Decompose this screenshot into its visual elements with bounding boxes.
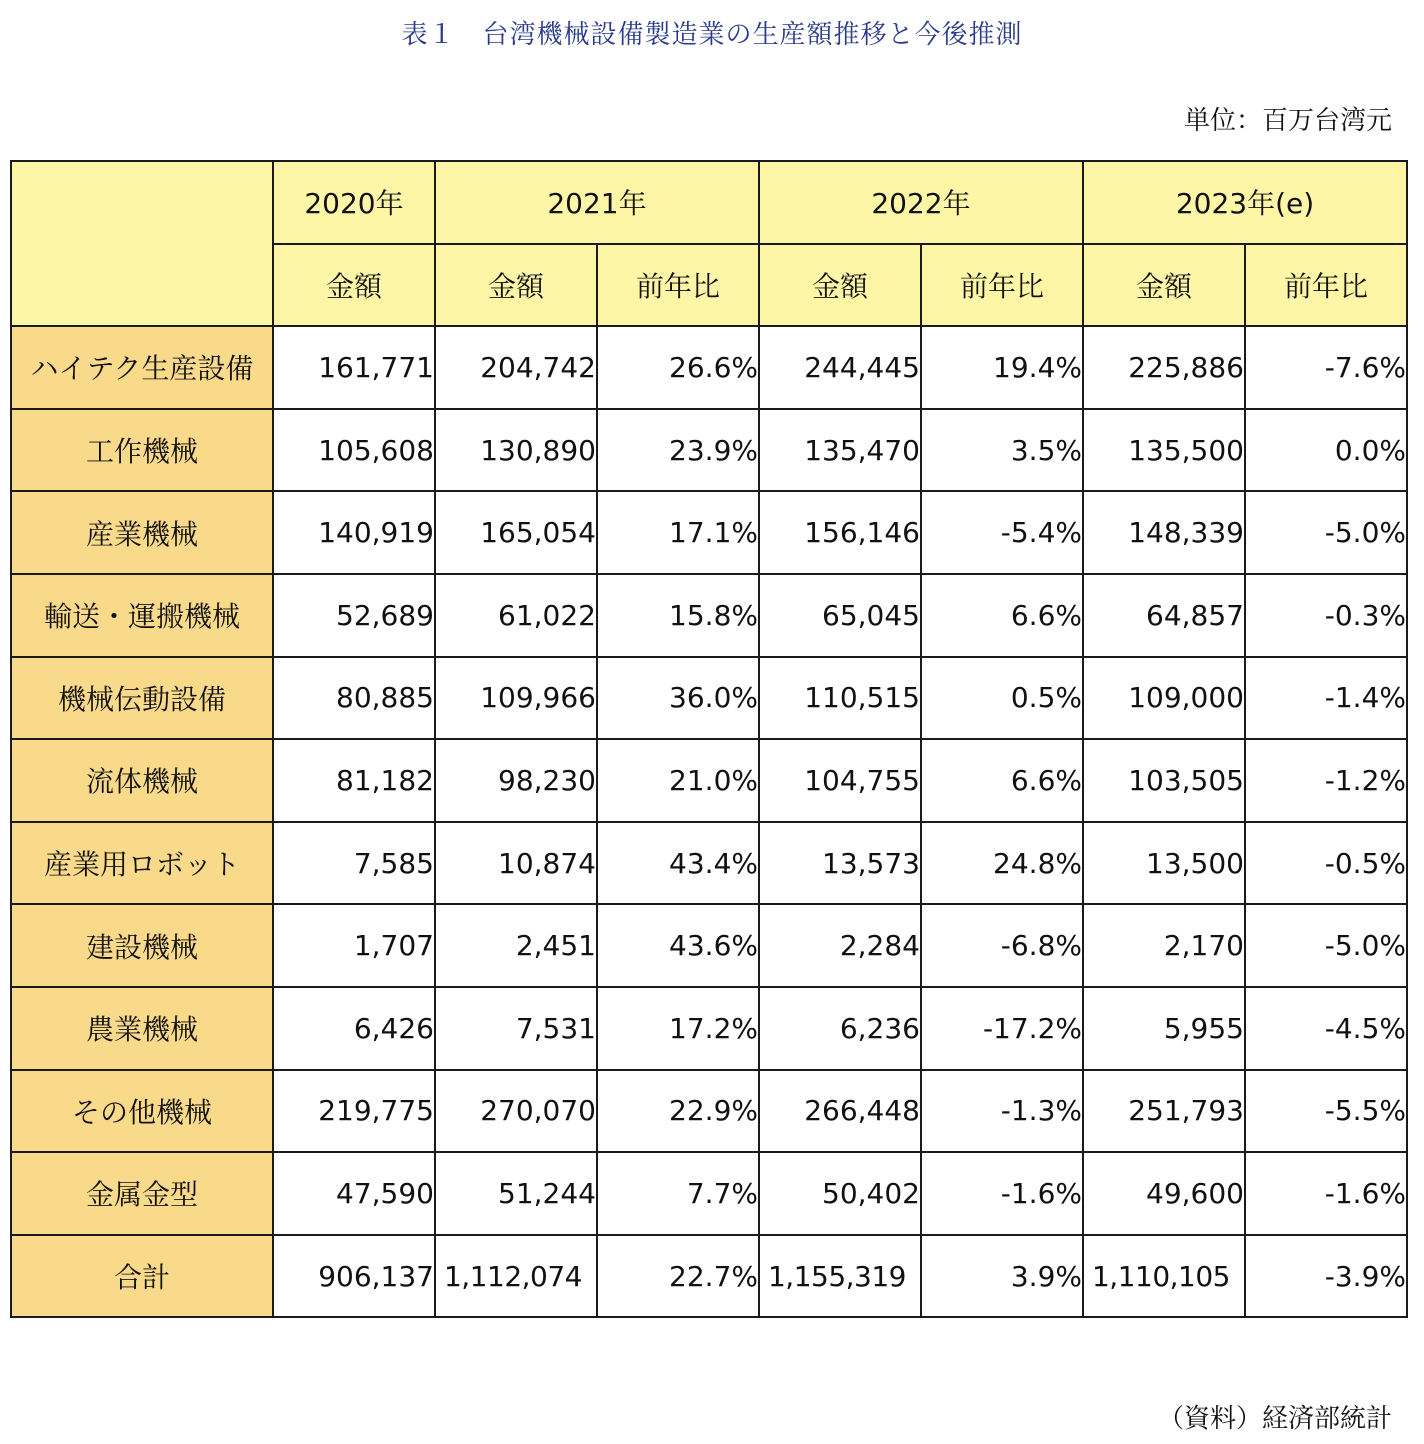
cell-amount-2023: 251,793	[1083, 1070, 1245, 1153]
cell-amount-2022: 244,445	[759, 326, 921, 409]
cell-yoy-2023: -5.5%	[1245, 1070, 1407, 1153]
cell-amount-2023: 109,000	[1083, 657, 1245, 740]
header-year-2021: 2021年	[435, 161, 759, 244]
cell-yoy-2021: 21.0%	[597, 739, 759, 822]
table-row	[11, 326, 1407, 409]
header-amount-2020: 金額	[273, 244, 435, 327]
cell-row-label: 輸送・運搬機械	[11, 574, 273, 657]
cell-row-label: 産業用ロボット	[11, 822, 273, 905]
header-amount-2023: 金額	[1083, 244, 1245, 327]
header-year-2023: 2023年(e)	[1083, 161, 1407, 244]
cell-amount-2022: 2,284	[759, 904, 921, 987]
cell-amount-2023: 1,110,105	[1083, 1235, 1245, 1318]
cell-amount-2021: 10,874	[435, 822, 597, 905]
table-row	[11, 987, 1407, 1070]
table-row	[11, 822, 1407, 905]
table-row	[11, 409, 1407, 492]
header-amount-2022: 金額	[759, 244, 921, 327]
cell-yoy-2023: -1.2%	[1245, 739, 1407, 822]
cell-yoy-2022: 6.6%	[921, 739, 1083, 822]
cell-row-label: 工作機械	[11, 409, 273, 492]
cell-amount-2023: 103,505	[1083, 739, 1245, 822]
cell-row-label: その他機械	[11, 1070, 273, 1153]
cell-yoy-2022: 24.8%	[921, 822, 1083, 905]
table-row	[11, 739, 1407, 822]
cell-yoy-2021: 26.6%	[597, 326, 759, 409]
cell-amount-2022: 156,146	[759, 491, 921, 574]
cell-yoy-2021: 22.9%	[597, 1070, 759, 1153]
cell-amount-2022: 13,573	[759, 822, 921, 905]
header-yoy-2021: 前年比	[597, 244, 759, 327]
cell-yoy-2021: 17.1%	[597, 491, 759, 574]
header-year-2020: 2020年	[273, 161, 435, 244]
cell-yoy-2022: 6.6%	[921, 574, 1083, 657]
cell-amount-2022: 110,515	[759, 657, 921, 740]
cell-amount-2021: 2,451	[435, 904, 597, 987]
cell-amount-2020: 219,775	[273, 1070, 435, 1153]
production-table	[10, 160, 1408, 1318]
header-yoy-2023: 前年比	[1245, 244, 1407, 327]
cell-amount-2020: 140,919	[273, 491, 435, 574]
cell-yoy-2022: -17.2%	[921, 987, 1083, 1070]
cell-yoy-2022: 3.5%	[921, 409, 1083, 492]
cell-yoy-2023: -7.6%	[1245, 326, 1407, 409]
cell-yoy-2021: 17.2%	[597, 987, 759, 1070]
cell-amount-2023: 225,886	[1083, 326, 1245, 409]
cell-amount-2020: 80,885	[273, 657, 435, 740]
cell-yoy-2021: 15.8%	[597, 574, 759, 657]
cell-amount-2021: 109,966	[435, 657, 597, 740]
table-row	[11, 657, 1407, 740]
cell-row-label: 機械伝動設備	[11, 657, 273, 740]
cell-yoy-2022: -5.4%	[921, 491, 1083, 574]
cell-yoy-2021: 36.0%	[597, 657, 759, 740]
unit-note: 単位：百万台湾元	[1183, 106, 1392, 136]
cell-amount-2022: 1,155,319	[759, 1235, 921, 1318]
cell-amount-2023: 135,500	[1083, 409, 1245, 492]
cell-yoy-2022: 3.9%	[921, 1235, 1083, 1318]
cell-amount-2021: 165,054	[435, 491, 597, 574]
cell-amount-2021: 130,890	[435, 409, 597, 492]
cell-amount-2021: 7,531	[435, 987, 597, 1070]
source-note: （資料）経済部統計	[1157, 1404, 1392, 1434]
cell-yoy-2023: -0.3%	[1245, 574, 1407, 657]
cell-amount-2020: 105,608	[273, 409, 435, 492]
cell-row-label: 農業機械	[11, 987, 273, 1070]
cell-amount-2020: 1,707	[273, 904, 435, 987]
cell-amount-2021: 1,112,074	[435, 1235, 597, 1318]
cell-amount-2021: 51,244	[435, 1152, 597, 1235]
cell-amount-2023: 64,857	[1083, 574, 1245, 657]
header-year-2022: 2022年	[759, 161, 1083, 244]
cell-amount-2022: 50,402	[759, 1152, 921, 1235]
table-title: 表１ 台湾機械設備製造業の生産額推移と今後推測	[401, 20, 1023, 50]
cell-amount-2020: 6,426	[273, 987, 435, 1070]
cell-row-label: 流体機械	[11, 739, 273, 822]
cell-amount-2022: 135,470	[759, 409, 921, 492]
cell-yoy-2023: -5.0%	[1245, 904, 1407, 987]
cell-amount-2021: 61,022	[435, 574, 597, 657]
cell-yoy-2023: -1.4%	[1245, 657, 1407, 740]
cell-yoy-2021: 43.6%	[597, 904, 759, 987]
cell-amount-2021: 270,070	[435, 1070, 597, 1153]
cell-amount-2022: 266,448	[759, 1070, 921, 1153]
cell-yoy-2022: 19.4%	[921, 326, 1083, 409]
cell-row-label: 産業機械	[11, 491, 273, 574]
cell-amount-2020: 906,137	[273, 1235, 435, 1318]
cell-amount-2020: 7,585	[273, 822, 435, 905]
cell-yoy-2021: 43.4%	[597, 822, 759, 905]
header-row-years	[11, 161, 1407, 244]
table-row	[11, 491, 1407, 574]
cell-amount-2022: 65,045	[759, 574, 921, 657]
cell-amount-2022: 6,236	[759, 987, 921, 1070]
table-row	[11, 1070, 1407, 1153]
cell-yoy-2023: -4.5%	[1245, 987, 1407, 1070]
cell-yoy-2023: -3.9%	[1245, 1235, 1407, 1318]
cell-amount-2022: 104,755	[759, 739, 921, 822]
cell-yoy-2023: 0.0%	[1245, 409, 1407, 492]
header-corner	[11, 161, 273, 326]
cell-yoy-2023: -0.5%	[1245, 822, 1407, 905]
cell-yoy-2022: -6.8%	[921, 904, 1083, 987]
header-amount-2021: 金額	[435, 244, 597, 327]
cell-amount-2021: 98,230	[435, 739, 597, 822]
cell-amount-2020: 81,182	[273, 739, 435, 822]
table-row	[11, 904, 1407, 987]
cell-row-label: 金属金型	[11, 1152, 273, 1235]
cell-yoy-2023: -5.0%	[1245, 491, 1407, 574]
cell-amount-2023: 148,339	[1083, 491, 1245, 574]
table-row	[11, 1152, 1407, 1235]
table-row	[11, 1235, 1407, 1318]
cell-yoy-2023: -1.6%	[1245, 1152, 1407, 1235]
cell-amount-2020: 47,590	[273, 1152, 435, 1235]
cell-yoy-2021: 7.7%	[597, 1152, 759, 1235]
table-body	[11, 326, 1407, 1317]
cell-amount-2023: 13,500	[1083, 822, 1245, 905]
cell-yoy-2022: -1.3%	[921, 1070, 1083, 1153]
cell-amount-2021: 204,742	[435, 326, 597, 409]
cell-row-label: 建設機械	[11, 904, 273, 987]
cell-yoy-2022: -1.6%	[921, 1152, 1083, 1235]
cell-row-label: 合計	[11, 1235, 273, 1318]
cell-yoy-2021: 23.9%	[597, 409, 759, 492]
cell-amount-2023: 5,955	[1083, 987, 1245, 1070]
cell-amount-2023: 49,600	[1083, 1152, 1245, 1235]
cell-amount-2023: 2,170	[1083, 904, 1245, 987]
cell-yoy-2022: 0.5%	[921, 657, 1083, 740]
table-row	[11, 574, 1407, 657]
header-yoy-2022: 前年比	[921, 244, 1083, 327]
cell-amount-2020: 161,771	[273, 326, 435, 409]
cell-row-label: ハイテク生産設備	[11, 326, 273, 409]
cell-yoy-2021: 22.7%	[597, 1235, 759, 1318]
cell-amount-2020: 52,689	[273, 574, 435, 657]
